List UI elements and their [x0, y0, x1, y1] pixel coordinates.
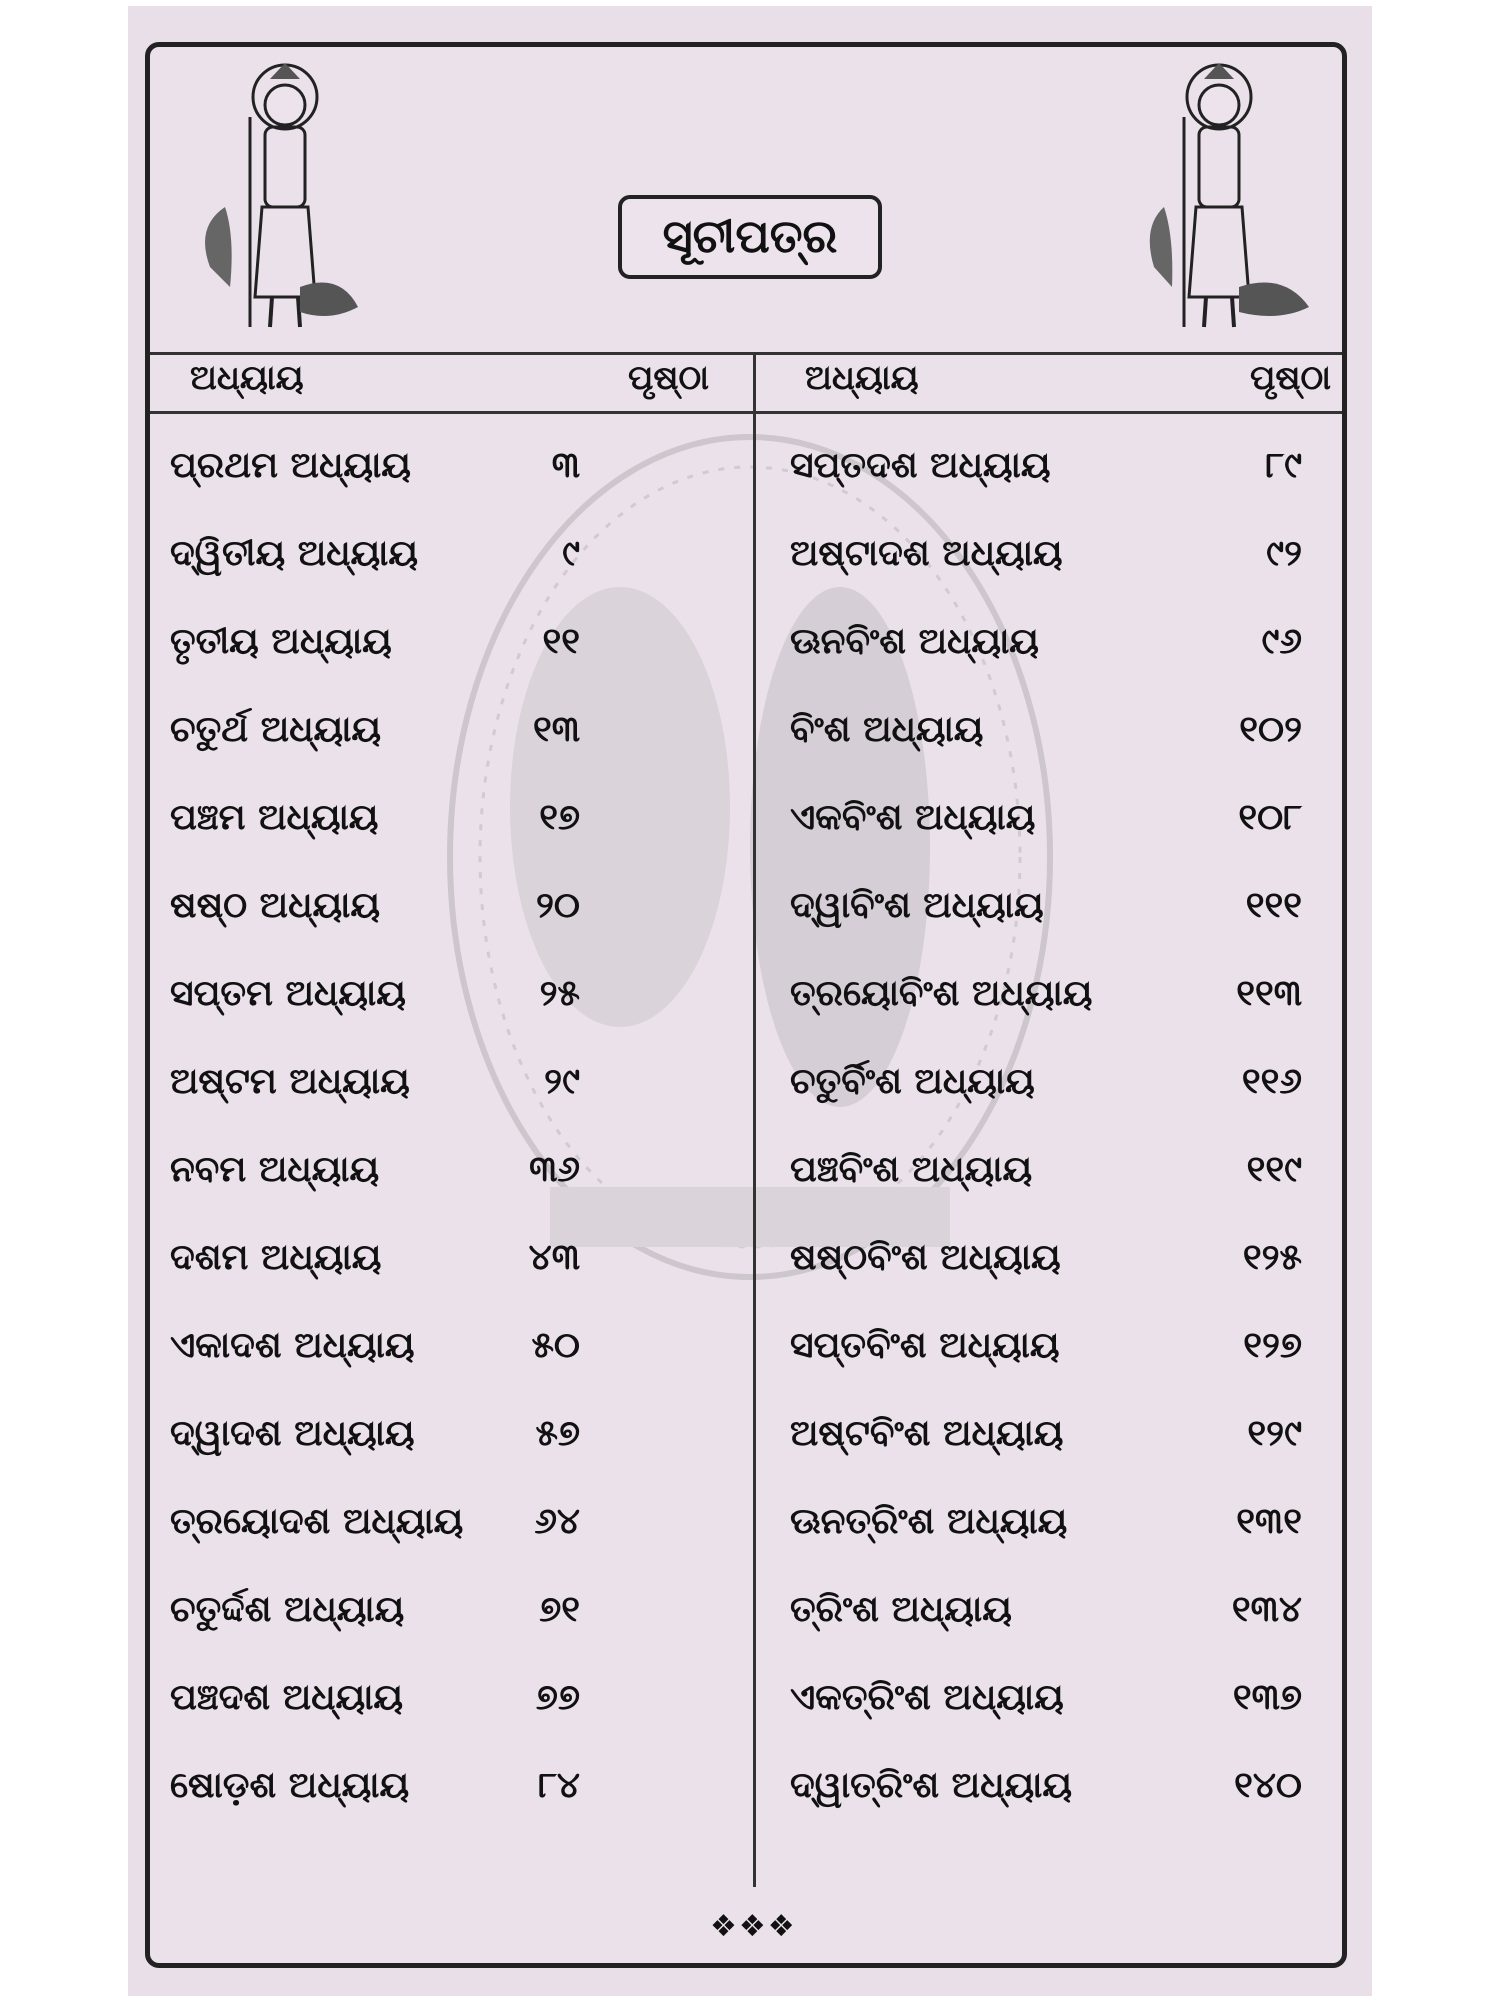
- page-number: ୧୨୫: [1242, 1237, 1302, 1278]
- chapter-name: ଊନବିଂଶ ଅଧ୍ୟାୟ: [790, 621, 1039, 662]
- chapter-name: ସପ୍ତବିଂଶ ଅଧ୍ୟାୟ: [790, 1325, 1060, 1366]
- chapter-name: ଦଶମ ଅଧ୍ୟାୟ: [170, 1237, 382, 1278]
- page-number: ୭୧: [539, 1589, 580, 1630]
- ornament-divider: ❖❖❖: [710, 1909, 797, 1944]
- header-band: [150, 47, 1342, 355]
- page-number: ୧୧୯: [1246, 1149, 1302, 1190]
- table-row: [150, 1305, 1342, 1393]
- chapter-name: ଦ୍ୱାତ୍ରିଂଶ ଅଧ୍ୟାୟ: [790, 1765, 1073, 1806]
- chapter-name: ବିଂଶ ଅଧ୍ୟାୟ: [790, 709, 984, 750]
- page-number: ୫୭: [535, 1413, 580, 1454]
- chapter-name: ପଞ୍ଚବିଂଶ ଅଧ୍ୟାୟ: [790, 1149, 1033, 1190]
- chapter-name: ଷୋଡ଼ଶ ଅଧ୍ୟାୟ: [170, 1765, 410, 1806]
- page-number: ୧୪୦: [1234, 1765, 1302, 1806]
- chapter-name: ତୃତୀୟ ଅଧ୍ୟାୟ: [170, 621, 392, 662]
- page-number: ୮୪: [538, 1765, 580, 1806]
- chapter-name: ଷଷ୍ଠବିଂଶ ଅଧ୍ୟାୟ: [790, 1237, 1061, 1278]
- page-number: ୧୩୧: [1236, 1501, 1302, 1542]
- chapter-name: ଏକାଦଶ ଅଧ୍ୟାୟ: [170, 1325, 415, 1366]
- chapter-name: ତ୍ରିଂଶ ଅଧ୍ୟାୟ: [790, 1589, 1012, 1630]
- chapter-name: ପଞ୍ଚଦଶ ଅଧ୍ୟାୟ: [170, 1677, 404, 1718]
- chapter-name: ଚତୁର୍ବିଂଶ ଅଧ୍ୟାୟ: [790, 1061, 1035, 1102]
- table-row: [150, 1393, 1342, 1481]
- table-row: [150, 425, 1342, 513]
- page-number: ୧୧୧: [1245, 885, 1302, 926]
- table-row: [150, 1217, 1342, 1305]
- contents-frame: [145, 42, 1347, 1968]
- page-number: ୧୦୨: [1239, 709, 1302, 750]
- page-number: ୧୧୩: [1236, 973, 1302, 1014]
- page-number: ୧୩: [532, 709, 580, 750]
- table-row: [150, 953, 1342, 1041]
- chapter-name: ନବମ ଅଧ୍ୟାୟ: [170, 1149, 380, 1190]
- page-number: ୧୧୬: [1241, 1061, 1302, 1102]
- page-number: ୧୨୯: [1247, 1413, 1302, 1454]
- chapter-name: ସପ୍ତମ ଅଧ୍ୟାୟ: [170, 973, 406, 1014]
- page-number: ୨୯: [544, 1061, 580, 1102]
- page-number: ୨୫: [539, 973, 580, 1014]
- chapter-name: ସପ୍ତଦଶ ଅଧ୍ୟାୟ: [790, 445, 1051, 486]
- page-number: ୩୬: [529, 1149, 580, 1190]
- chapter-name: ଷଷ୍ଠ ଅଧ୍ୟାୟ: [170, 885, 381, 926]
- table-row: [150, 689, 1342, 777]
- left-page-header: ପୃଷ୍ଠା: [628, 358, 709, 398]
- page-number: ୩: [551, 445, 580, 486]
- chapter-name: ଦ୍ୱିତୀୟ ଅଧ୍ୟାୟ: [170, 533, 419, 574]
- table-row: [150, 1481, 1342, 1569]
- table-row: [150, 1745, 1342, 1833]
- page-number: ୧୦୮: [1238, 797, 1302, 838]
- table-row: [150, 1041, 1342, 1129]
- chapter-name: ଚତୁର୍ଦ୍ଦଶ ଅଧ୍ୟାୟ: [170, 1589, 405, 1630]
- page-number: ୧୩୭: [1232, 1677, 1302, 1718]
- page-number: ୮୯: [1265, 445, 1302, 486]
- page-number: ୧୭: [539, 797, 580, 838]
- table-row: [150, 1569, 1342, 1657]
- chapter-name: ପ୍ରଥମ ଅଧ୍ୟାୟ: [170, 445, 411, 486]
- page-number: ୨୦: [536, 885, 580, 926]
- table-row: [150, 865, 1342, 953]
- chapter-name: ଅଷ୍ଟାଦଶ ଅଧ୍ୟାୟ: [790, 533, 1063, 574]
- table-row: [150, 601, 1342, 689]
- deity-with-peacock-right-icon: [1144, 57, 1314, 337]
- page-number: ୧୨୭: [1243, 1325, 1302, 1366]
- table-row: [150, 777, 1342, 865]
- chapter-name: ଦ୍ୱାଦଶ ଅଧ୍ୟାୟ: [170, 1413, 415, 1454]
- chapter-name: ଏକତ୍ରିଂଶ ଅଧ୍ୟାୟ: [790, 1677, 1064, 1718]
- page-number: ୯: [562, 533, 580, 574]
- chapter-name: ତ୍ରୟୋଦଶ ଅଧ୍ୟାୟ: [170, 1501, 464, 1542]
- chapter-name: ଦ୍ୱାବିଂଶ ଅଧ୍ୟାୟ: [790, 885, 1044, 926]
- page-title: ସୂଚୀପତ୍ର: [618, 195, 882, 279]
- deity-with-peacock-left-icon: [190, 57, 360, 337]
- chapter-name: ତ୍ରୟୋବିଂଶ ଅଧ୍ୟାୟ: [790, 973, 1093, 1014]
- chapter-name: ଅଷ୍ଟବିଂଶ ଅଧ୍ୟାୟ: [790, 1413, 1064, 1454]
- page-number: ୬୪: [534, 1501, 580, 1542]
- right-page-header: ପୃଷ୍ଠା: [1250, 358, 1331, 398]
- page-number: ୯୨: [1266, 533, 1302, 574]
- chapter-name: ପଞ୍ଚମ ଅଧ୍ୟାୟ: [170, 797, 379, 838]
- chapter-name: ଏକବିଂଶ ଅଧ୍ୟାୟ: [790, 797, 1036, 838]
- table-row: [150, 1657, 1342, 1745]
- chapter-name: ଊନତ୍ରିଂଶ ଅଧ୍ୟାୟ: [790, 1501, 1068, 1542]
- right-chapter-header: ଅଧ୍ୟାୟ: [805, 358, 919, 398]
- table-row: [150, 513, 1342, 601]
- page-number: ୫୦: [531, 1325, 580, 1366]
- table-row: [150, 1129, 1342, 1217]
- left-chapter-header: ଅଧ୍ୟାୟ: [190, 358, 304, 398]
- chapter-name: ଚତୁର୍ଥ ଅଧ୍ୟାୟ: [170, 709, 382, 750]
- page-number: ୧୩୪: [1231, 1589, 1302, 1630]
- page-number: ୯୬: [1261, 621, 1302, 662]
- page-number: ୭୭: [535, 1677, 580, 1718]
- chapter-name: ଅଷ୍ଟମ ଅଧ୍ୟାୟ: [170, 1061, 410, 1102]
- page-number: ୧୧: [542, 621, 580, 662]
- column-header-row: [150, 352, 1342, 414]
- page-number: ୪୩: [528, 1237, 580, 1278]
